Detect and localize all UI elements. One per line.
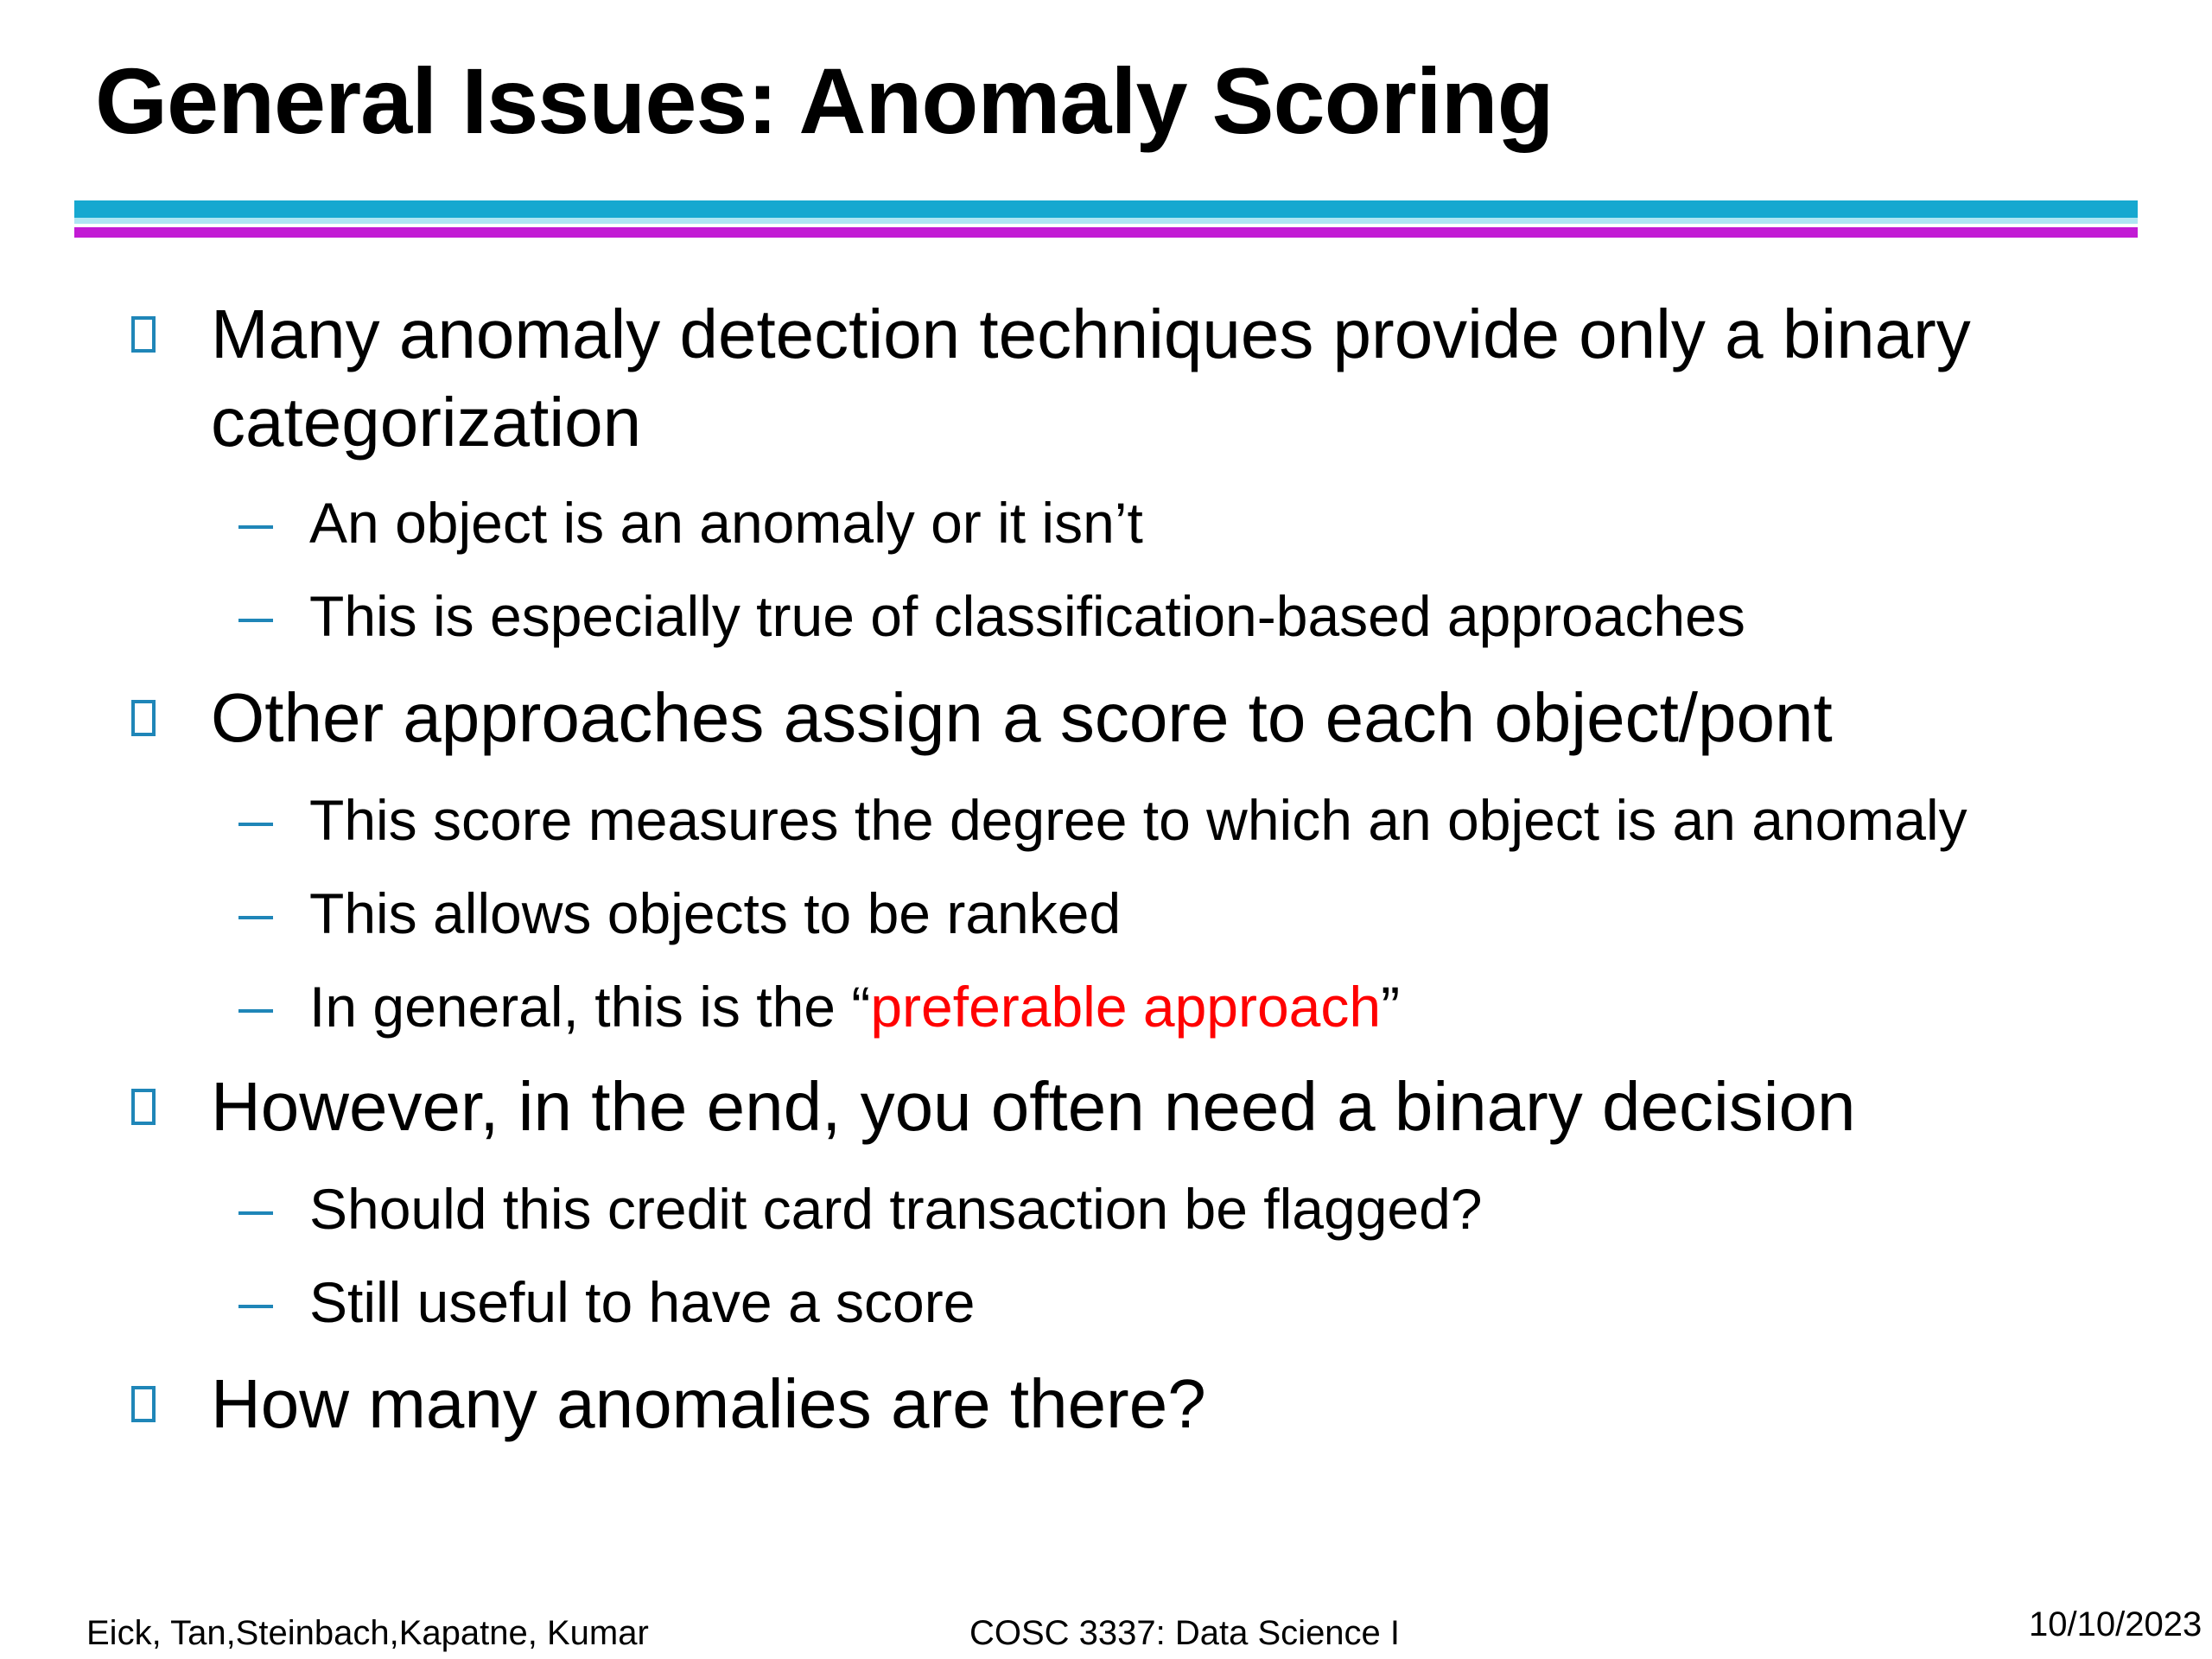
square-bullet-icon xyxy=(131,1089,156,1125)
dash-bullet-icon xyxy=(238,619,273,622)
bullet-4-text: How many anomalies are there? xyxy=(211,1365,1206,1442)
bullet-3-sub-1 xyxy=(309,1170,2167,1248)
bullet-3-sub-1-text: Should this credit card transaction be flagged? xyxy=(309,1177,1483,1241)
title-rule-cyan xyxy=(74,200,2138,218)
bullet-2-sub-2-text: This allows objects to be ranked xyxy=(309,881,1122,945)
bullet-3 xyxy=(211,1063,2164,1151)
slide-title: General Issues: Anomaly Scoring xyxy=(95,48,1554,153)
bullet-1-sub-1-text: An object is an anomaly or it isn’t xyxy=(309,491,1143,555)
bullet-3-sub-2-text: Still useful to have a score xyxy=(309,1270,976,1334)
bullet-1 xyxy=(211,290,2164,467)
dash-bullet-icon xyxy=(238,823,273,826)
bullet-3-sub-2 xyxy=(309,1263,2167,1341)
square-bullet-icon xyxy=(131,1386,156,1422)
bullet-2-sub-3-suffix: ” xyxy=(1381,975,1401,1039)
bullet-2-text: Other approaches assign a score to each object/pont xyxy=(211,679,1833,756)
square-bullet-icon xyxy=(131,316,156,353)
title-rule-magenta xyxy=(74,227,2138,238)
dash-bullet-icon xyxy=(238,1211,273,1215)
footer-date: 10/10/2023 xyxy=(2029,1605,2202,1643)
bullet-2 xyxy=(211,674,2164,762)
dash-bullet-icon xyxy=(238,525,273,529)
bullet-1-sub-2 xyxy=(309,577,2167,655)
bullet-2-sub-1-text: This score measures the degree to which an object is an anomaly xyxy=(309,788,1967,852)
bullet-2-sub-2 xyxy=(309,874,2167,952)
preferable-approach-highlight: preferable approach xyxy=(870,975,1382,1039)
footer-course: COSC 3337: Data Science I xyxy=(969,1614,1401,1652)
bullet-2-sub-3-prefix: In general, this is the “ xyxy=(309,975,871,1039)
dash-bullet-icon xyxy=(238,1305,273,1308)
square-bullet-icon xyxy=(131,700,156,736)
bullet-1-sub-1 xyxy=(309,484,2167,562)
bullet-4 xyxy=(211,1360,2164,1448)
bullet-1-text: Many anomaly detection techniques provide only a binary categorization xyxy=(211,296,1971,461)
dash-bullet-icon xyxy=(238,1009,273,1013)
footer-authors: Eick, Tan,Steinbach,Kapatne, Kumar xyxy=(86,1614,649,1652)
title-rule-light xyxy=(74,218,2138,224)
bullet-2-sub-3 xyxy=(309,968,2167,1046)
bullet-3-text: However, in the end, you often need a binary decision xyxy=(211,1068,1856,1145)
bullet-1-sub-2-text: This is especially true of classification-based approaches xyxy=(309,584,1745,648)
bullet-2-sub-1 xyxy=(309,781,2167,859)
dash-bullet-icon xyxy=(238,916,273,919)
